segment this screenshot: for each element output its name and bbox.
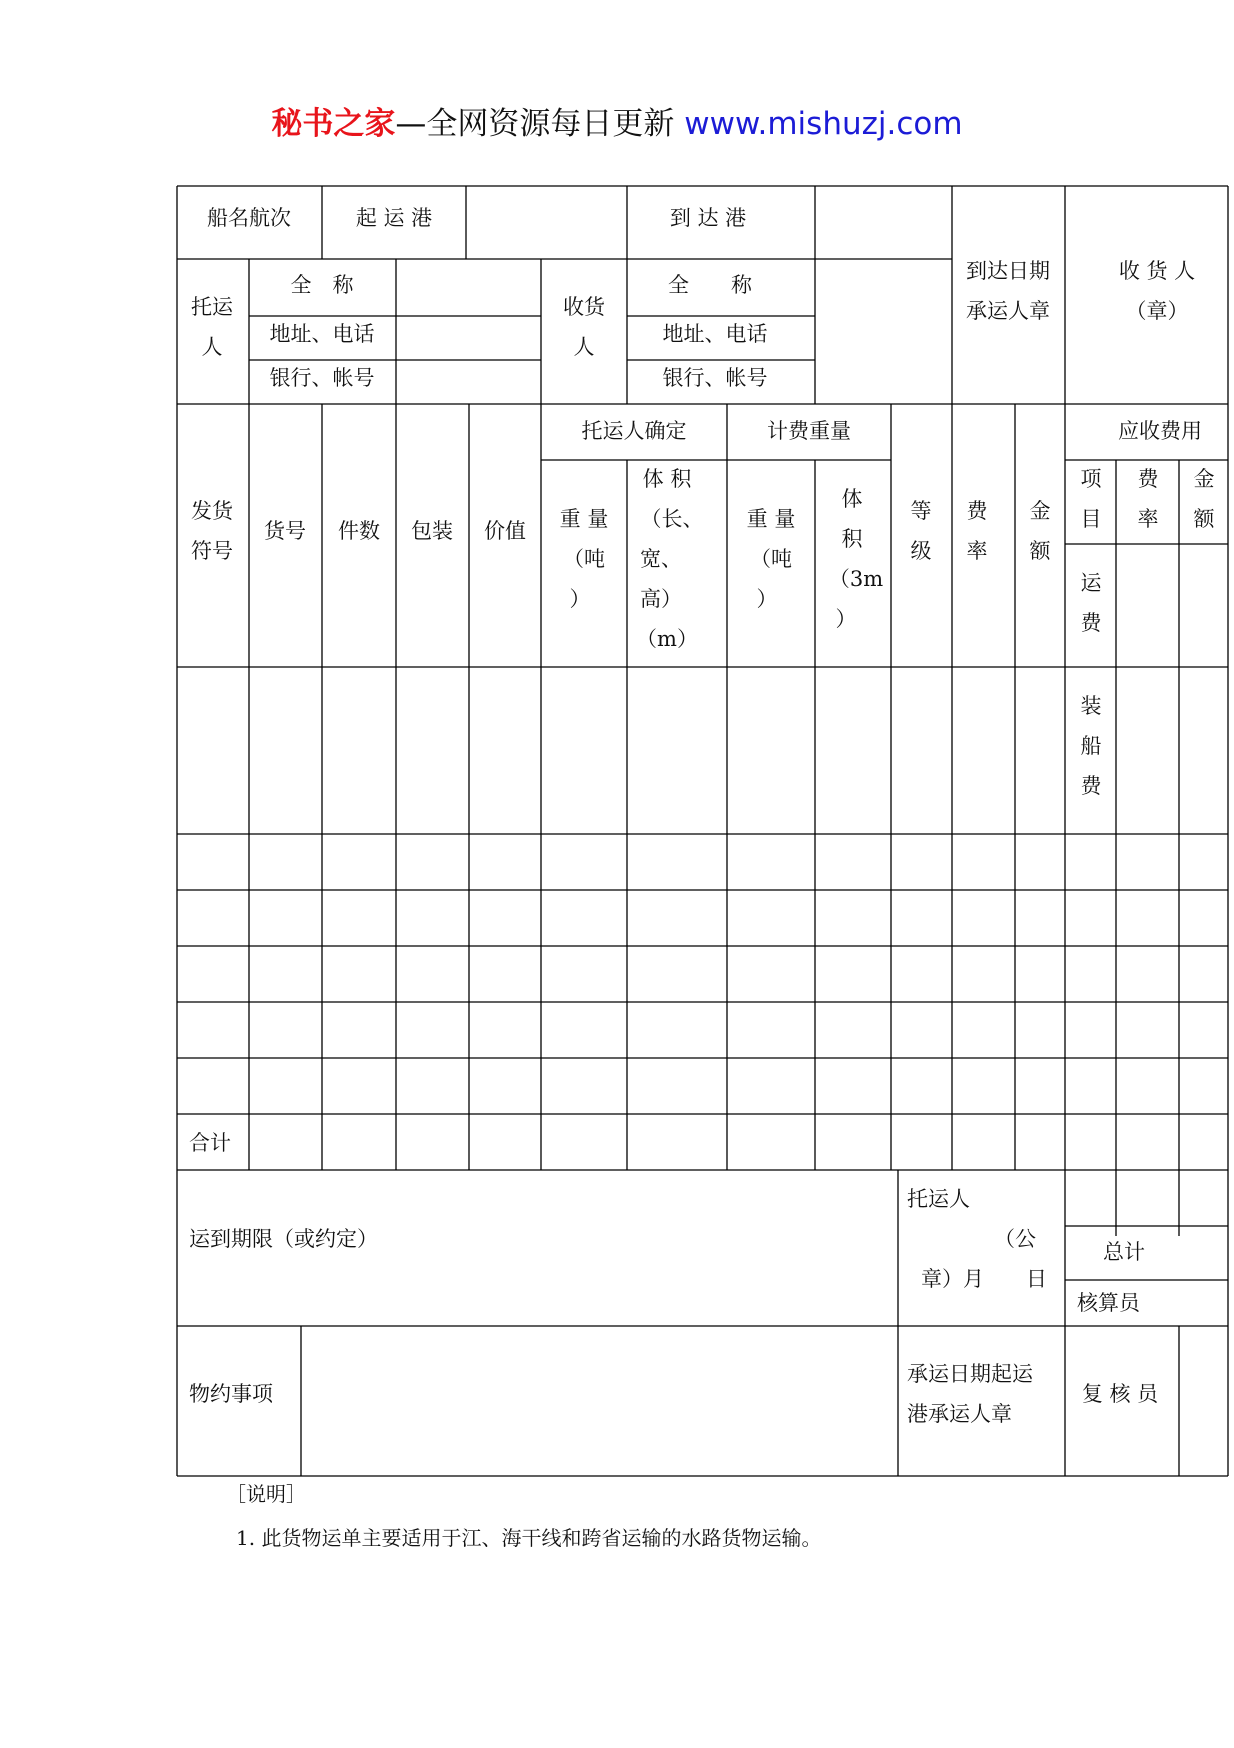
label-packing: 包装 (411, 519, 453, 543)
label-addr-phone-receiver: 地址、电话 (662, 322, 768, 346)
label-weight-2a: 重 量 (746, 507, 796, 531)
label-value: 价值 (484, 519, 526, 543)
label-weight-2b: （吨 (750, 547, 792, 571)
label-accept-date: 承运日期起运 (907, 1362, 1033, 1386)
label-pieces: 件数 (338, 519, 380, 543)
label-receivable-fees: 应收费用 (1118, 419, 1202, 443)
label-billing-weight: 计费重量 (767, 419, 851, 443)
label-origin-port: 起 运 港 (355, 206, 433, 230)
label-loading-fee-3: 费 (1080, 774, 1102, 798)
label-weight-1c: ） (569, 587, 591, 611)
label-arrival-carrier-seal: 承运人章 (966, 299, 1050, 323)
label-reviewer: 复 核 员 (1081, 1382, 1159, 1406)
label-weight-1a: 重 量 (559, 507, 609, 531)
label-fee-amount: 金 (1193, 467, 1215, 491)
label-grade-2: 级 (910, 539, 932, 563)
label-loading-fee: 装 (1080, 694, 1102, 718)
label-accountant: 核算员 (1077, 1291, 1140, 1315)
label-volume-1b: （长、 (640, 507, 704, 531)
label-shipper-sign-date: 章）月 日 (921, 1267, 1047, 1291)
label-volume-2a: 体 (841, 487, 863, 511)
label-rate: 费 (966, 499, 988, 523)
notes-item-1: 1. 此货物运单主要适用于江、海干线和跨省运输的水路货物运输。 (236, 1526, 822, 1550)
label-dest-port: 到 达 港 (669, 206, 747, 230)
label-shipper-confirm: 托运人确定 (581, 419, 687, 443)
label-deadline: 运到期限（或约定） (189, 1227, 378, 1251)
label-receiver: 收货 (563, 295, 605, 319)
site-url: www.mishuzj.com (684, 106, 963, 142)
notes-section (226, 1472, 821, 1560)
label-total: 合计 (189, 1131, 231, 1155)
label-volume-1d: 高） (640, 587, 682, 611)
label-consignee-seal: 收 货 人 (1118, 259, 1196, 283)
label-full-name-shipper: 全 称 (290, 273, 354, 297)
label-addr-phone-shipper: 地址、电话 (269, 322, 375, 346)
label-accept-carrier-seal: 港承运人章 (907, 1402, 1012, 1426)
label-volume-2c: （3m (828, 567, 884, 591)
label-freight-2: 费 (1080, 611, 1102, 635)
label-amount: 金 (1029, 499, 1051, 523)
label-arrival-date: 到达日期 (966, 259, 1050, 283)
label-grade: 等 (910, 499, 932, 523)
label-item: 项 (1080, 467, 1102, 491)
label-grand-total: 总计 (1103, 1240, 1145, 1264)
label-volume-1c: 宽、 (640, 547, 682, 571)
label-bank-acct-shipper: 银行、帐号 (269, 366, 375, 390)
label-weight-2c: ） (756, 587, 778, 611)
header-slogan: —全网资源每日更新 (395, 106, 675, 142)
notes-title: ［说明］ (226, 1482, 306, 1506)
label-loading-fee-2: 船 (1080, 734, 1102, 758)
label-fee-rate: 费 (1137, 467, 1159, 491)
label-volume-2b: 积 (841, 527, 863, 551)
label-shipper: 托运 (191, 295, 233, 319)
label-mark: 发货 (191, 499, 233, 523)
label-ship-voyage: 船名航次 (207, 206, 291, 230)
label-amount-2: 额 (1029, 539, 1051, 563)
brand-name: 秘书之家 (271, 106, 396, 142)
label-matters: 物约事项 (189, 1382, 273, 1406)
label-goods-no: 货号 (264, 519, 306, 543)
label-volume-1e: （m） (636, 627, 698, 651)
label-shipper-sign-seal: （公 (994, 1227, 1036, 1251)
label-freight: 运 (1080, 571, 1102, 595)
label-receiver-2: 人 (573, 335, 595, 359)
label-weight-1b: （吨 (563, 547, 605, 571)
label-consignee-seal-chapter: （章） (1125, 299, 1189, 323)
label-shipper-2: 人 (201, 335, 223, 359)
label-mark-2: 符号 (191, 539, 233, 563)
label-item-2: 目 (1080, 507, 1102, 531)
label-shipper-sign: 托运人 (907, 1187, 970, 1211)
label-rate-2: 率 (966, 539, 988, 563)
label-volume-2d: ） (835, 607, 857, 631)
label-full-name-receiver: 全 称 (668, 273, 752, 297)
label-volume-1a: 体 积 (642, 467, 692, 491)
label-fee-amount-2: 额 (1193, 507, 1215, 531)
label-bank-acct-receiver: 银行、帐号 (662, 366, 768, 390)
label-fee-rate-2: 率 (1137, 507, 1159, 531)
